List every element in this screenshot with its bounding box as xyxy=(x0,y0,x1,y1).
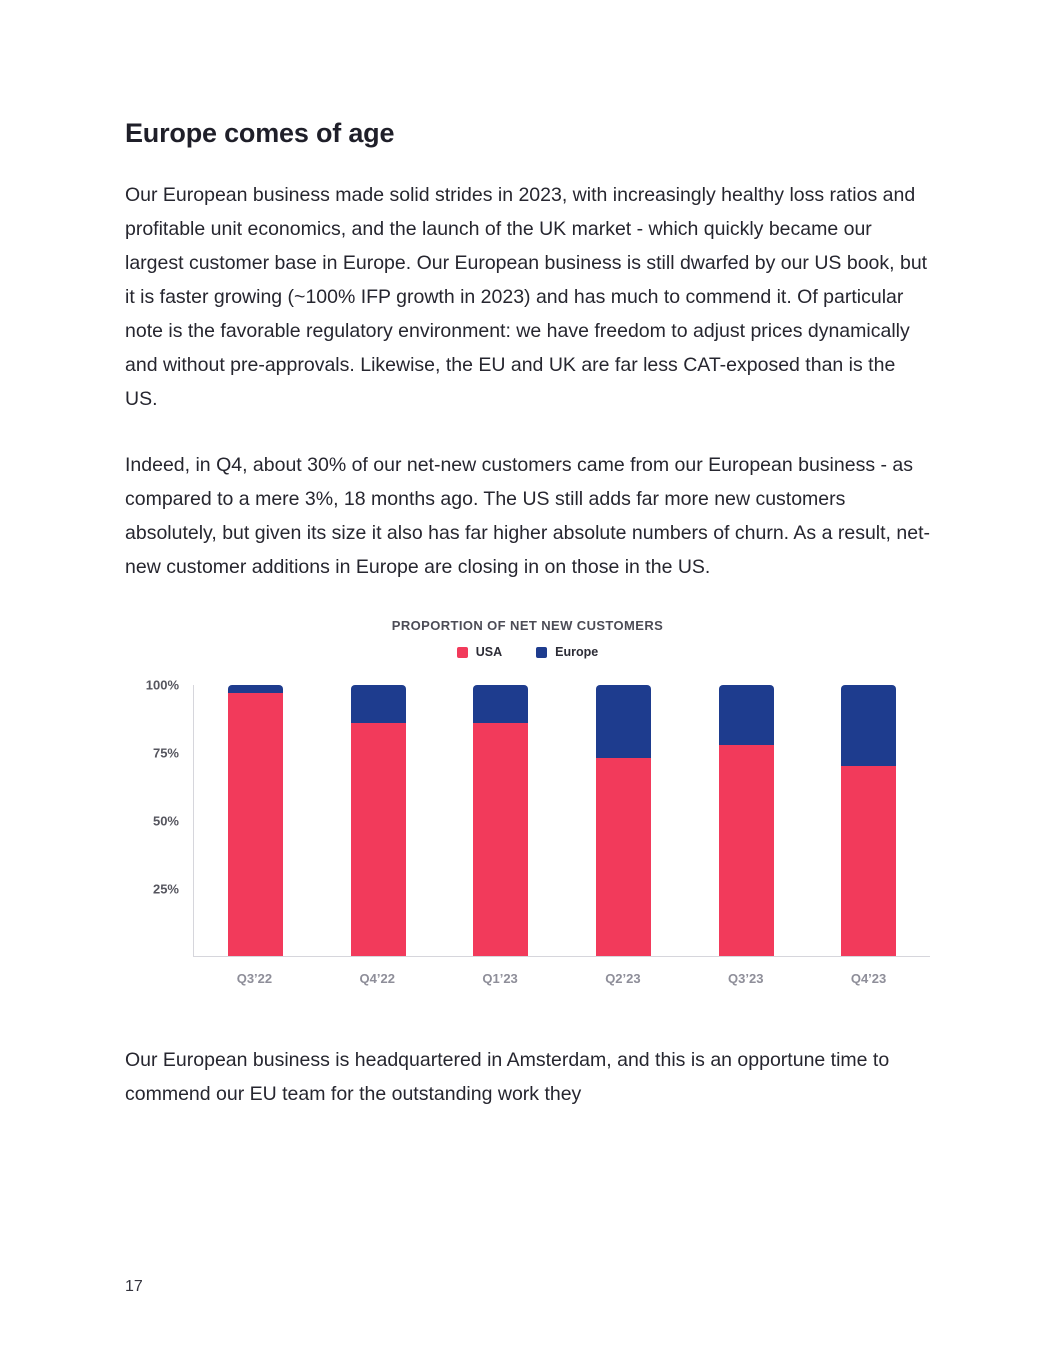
x-axis-label: Q2’23 xyxy=(605,971,641,987)
bar-segment-europe xyxy=(719,685,774,745)
bar-segment-usa xyxy=(719,745,774,956)
bar-segment-usa xyxy=(841,766,896,956)
bar-segment-europe xyxy=(228,685,283,693)
paragraph-3: Our European business is headquartered in Amsterdam, and this is an opportune time to commend our EU team for the outstanding work they xyxy=(125,1049,890,1106)
chart-y-axis xyxy=(125,677,193,957)
bar-segment-europe xyxy=(841,685,896,766)
legend-label: Europe xyxy=(555,645,599,660)
bar-segment-usa xyxy=(473,723,528,956)
bar-column xyxy=(685,685,808,956)
legend-item-usa xyxy=(457,645,502,659)
bar-stack xyxy=(596,685,651,956)
bar-stack xyxy=(841,685,896,956)
bar-stack xyxy=(228,685,283,956)
legend-swatch xyxy=(536,647,547,658)
y-tick-label: 50% xyxy=(152,813,179,829)
bar-segment-europe xyxy=(473,685,528,723)
legend-label: USA xyxy=(475,645,503,660)
bar-column xyxy=(194,685,317,956)
bar-segment-europe xyxy=(351,685,406,723)
bar-column xyxy=(439,685,562,956)
y-tick-label: 25% xyxy=(152,881,179,897)
chart-body xyxy=(125,677,930,957)
bar-column xyxy=(807,685,930,956)
chart-plot-bars xyxy=(193,685,930,957)
bar-column xyxy=(562,685,685,956)
y-tick-label: 100% xyxy=(145,677,179,693)
bar-stack xyxy=(473,685,528,956)
x-axis-label: Q3’22 xyxy=(236,971,273,987)
paragraph-1: Our European business made solid strides in 2023, with increasingly healthy loss ratios and profitable unit economics, and the launch of the UK market - which quickly became our largest customer base in Europe. Our European business is still dwarfed by our US book, but it is faster growing (~100% IFP growth in 2023) and has much to commend it. Of particular note is the favorable regulatory environment: we have freedom to adjust prices dynamically and without pre-approvals. Likewise, the EU and UK are far less CAT-exposed than is the US. xyxy=(125,184,928,410)
legend-swatch xyxy=(457,647,468,658)
x-axis-label: Q4’22 xyxy=(359,971,395,987)
chart-title: PROPORTION OF NET NEW CUSTOMERS xyxy=(391,618,664,634)
bar-stack xyxy=(351,685,406,956)
chart-x-labels xyxy=(193,971,930,986)
y-tick-label: 75% xyxy=(152,745,179,761)
bar-stack xyxy=(719,685,774,956)
bar-column xyxy=(317,685,440,956)
page-number: 17 xyxy=(125,1278,143,1295)
page-title: Europe comes of age xyxy=(125,118,395,148)
stacked-bar-chart xyxy=(125,618,930,986)
x-axis-label: Q4’23 xyxy=(850,971,887,987)
chart-legend xyxy=(125,645,930,659)
bar-segment-europe xyxy=(596,685,651,758)
x-axis-label: Q3’23 xyxy=(728,971,764,987)
legend-item-europe xyxy=(536,645,598,659)
bar-segment-usa xyxy=(228,693,283,956)
bar-segment-usa xyxy=(351,723,406,956)
bar-segment-usa xyxy=(596,758,651,956)
paragraph-2: Indeed, in Q4, about 30% of our net-new customers came from our European business - as compared to a mere 3%, 18 months ago. The US still adds far more new customers absolutely, but given its size it also has far higher absolute numbers of churn. As a result, net-new customer additions in Europe are closing in on those in the US. xyxy=(125,454,930,579)
x-axis-label: Q1’23 xyxy=(482,971,518,987)
